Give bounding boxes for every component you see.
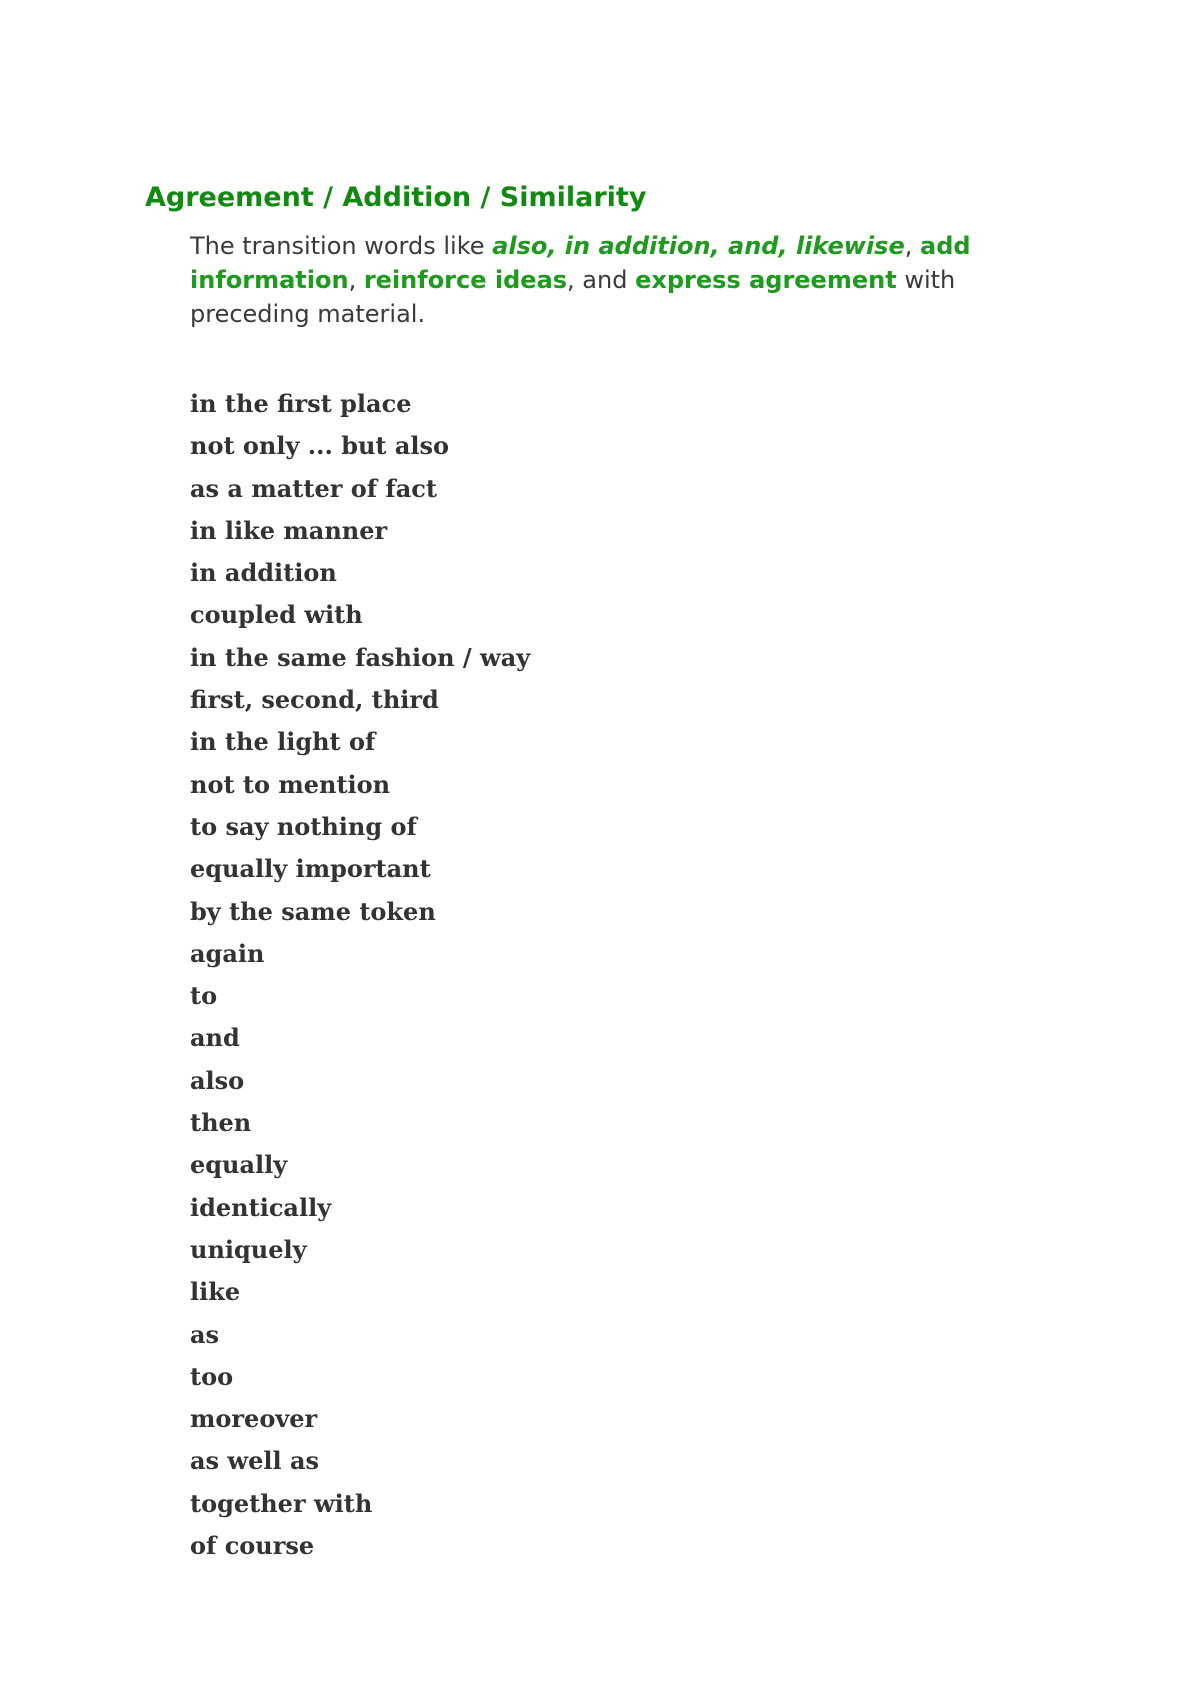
transition-item: not only ... but also xyxy=(190,431,450,461)
transition-item: uniquely xyxy=(190,1234,307,1264)
transition-word-list xyxy=(190,383,530,1567)
transition-item: in the light of xyxy=(190,727,376,757)
transition-item: in addition xyxy=(190,558,337,588)
intro-text-end: with preceding material. xyxy=(190,266,956,328)
transition-item: to say nothing of xyxy=(190,811,417,841)
transition-item: again xyxy=(190,938,265,968)
transition-item: too xyxy=(190,1361,234,1391)
transition-item: moreover xyxy=(190,1404,318,1434)
transition-item: by the same token xyxy=(190,896,436,926)
transition-item: equally xyxy=(190,1150,288,1180)
transition-item: first, second, third xyxy=(190,685,439,715)
transition-item: as xyxy=(190,1319,220,1349)
transition-item: not to mention xyxy=(190,769,391,799)
intro-and: , and xyxy=(567,266,636,294)
transition-item: and xyxy=(190,1023,240,1053)
intro-reinforce-ideas: reinforce ideas xyxy=(363,266,568,294)
intro-comma-1: , xyxy=(904,232,920,260)
transition-item: in the first place xyxy=(190,389,412,418)
intro-express-agreement: express agreement xyxy=(635,266,897,294)
intro-text-start: The transition words like xyxy=(190,232,493,260)
transition-item: also xyxy=(190,1065,245,1095)
transition-item: in the same fashion / way xyxy=(190,642,531,672)
transition-item: like xyxy=(190,1277,241,1307)
transition-item: equally important xyxy=(190,854,431,884)
transition-item: then xyxy=(190,1108,252,1138)
transition-item: as a matter of fact xyxy=(190,473,437,503)
transition-item: of course xyxy=(190,1531,315,1561)
intro-add-information: add information xyxy=(190,232,971,294)
transition-item: to xyxy=(190,981,218,1011)
transition-item: in like manner xyxy=(190,515,388,545)
transition-item: as well as xyxy=(190,1446,319,1476)
transition-item: together with xyxy=(190,1488,373,1518)
section-heading: Agreement / Addition / Similarity xyxy=(145,182,647,213)
intro-comma-2: , xyxy=(348,266,364,294)
intro-emphasized-words: also, in addition, and, likewise xyxy=(492,232,905,260)
intro-paragraph xyxy=(190,229,1040,331)
transition-item: identically xyxy=(190,1192,332,1222)
transition-item: coupled with xyxy=(190,600,363,630)
